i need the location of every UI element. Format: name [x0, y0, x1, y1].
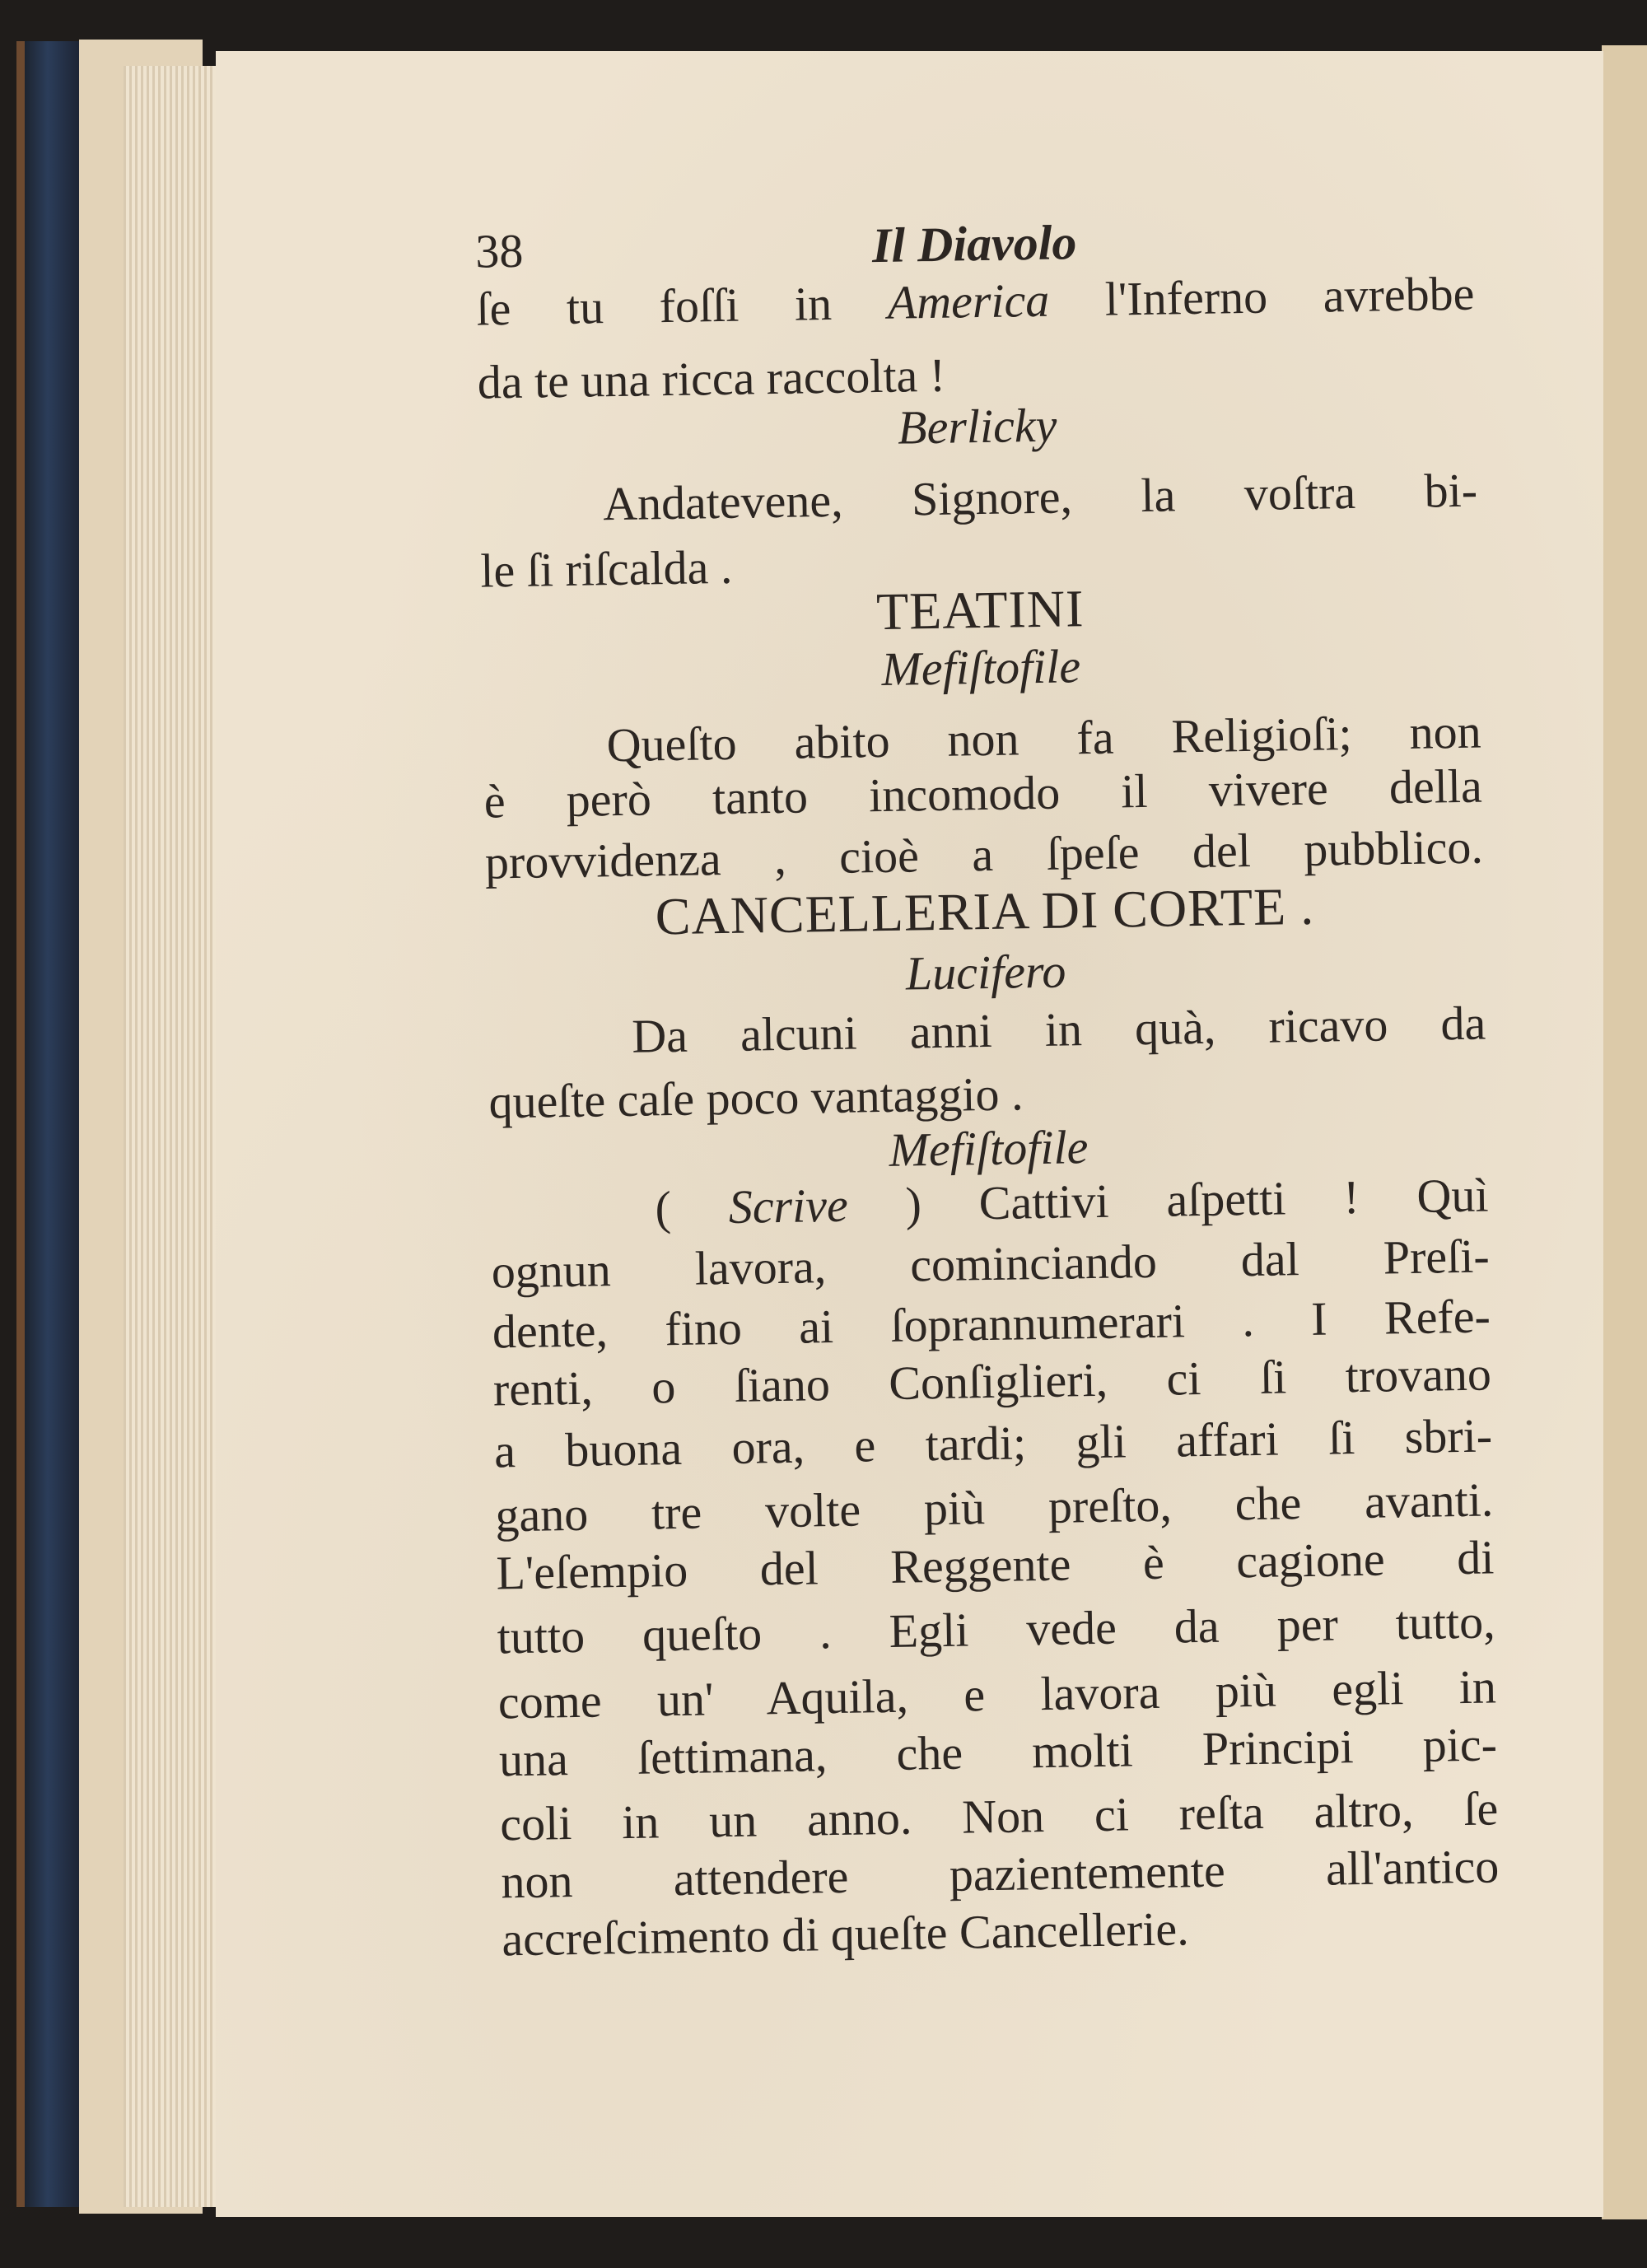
- running-head: Il Diavolo: [871, 215, 1077, 273]
- text-line: ognun lavora, cominciando dal Preſi-: [491, 1229, 1491, 1299]
- text-span: l'Inferno avrebbe: [1048, 266, 1475, 327]
- text-line: Da alcuni anni in quà, ricavo da: [631, 996, 1486, 1063]
- text-span: (: [655, 1179, 730, 1235]
- text-line: coli in un anno. Non ci reſta altro, ſe: [499, 1781, 1499, 1851]
- section-heading: TEATINI: [875, 579, 1085, 642]
- text-line: provvidenza , cioè a ſpeſe del pubblico.: [484, 819, 1484, 889]
- speaker-name: Mefiſtofile: [889, 1120, 1089, 1177]
- text-line: tutto queſto . Egli vede da per tutto,: [497, 1594, 1496, 1664]
- speaker-name: Lucifero: [905, 944, 1066, 1001]
- text-line: dente, fino ai ſoprannumerari . I Refe-: [492, 1289, 1491, 1359]
- text-line: da te una ricca raccolta !: [477, 348, 946, 409]
- page-number: 38: [474, 223, 524, 278]
- italic-word: America: [887, 273, 1050, 329]
- speaker-name: Mefiſtofile: [881, 639, 1081, 696]
- text-line: le ſi riſcalda .: [479, 539, 733, 598]
- section-heading: CANCELLERIA DI CORTE .: [655, 876, 1315, 946]
- text-line: renti, o ſiano Conſiglieri, ci ſi trovano: [492, 1346, 1492, 1416]
- text-line: Queſto abito non fa Religioſi; non: [606, 704, 1482, 772]
- text-line: accreſcimento di queſte Cancellerie.: [501, 1902, 1190, 1967]
- text-line: una ſettimana, che molti Principi pic-: [498, 1717, 1498, 1787]
- speaker-name: Berlicky: [897, 398, 1057, 455]
- text-line: non attendere pazientemente all'antico: [500, 1839, 1500, 1909]
- text-line: Andatevene, Signore, la voſtra bi-: [602, 463, 1478, 531]
- text-line: L'eſempio del Reggente è cagione di: [495, 1530, 1495, 1600]
- text-span: ) Cattivi aſpetti ! Quì: [847, 1168, 1489, 1232]
- text-line: gano tre volte più preſto, che avanti.: [494, 1472, 1494, 1542]
- text-line: come un' Aquila, e lavora più egli in: [497, 1659, 1497, 1729]
- text-line: queſte caſe poco vantaggio .: [488, 1066, 1024, 1129]
- stage-direction: Scrive: [728, 1178, 849, 1234]
- text-line: è però tanto incomodo il vivere della: [483, 758, 1483, 828]
- text-span: ſe tu foſſi in: [475, 275, 889, 336]
- text-line: a buona ora, e tardi; gli affari ſi sbri-: [493, 1408, 1493, 1478]
